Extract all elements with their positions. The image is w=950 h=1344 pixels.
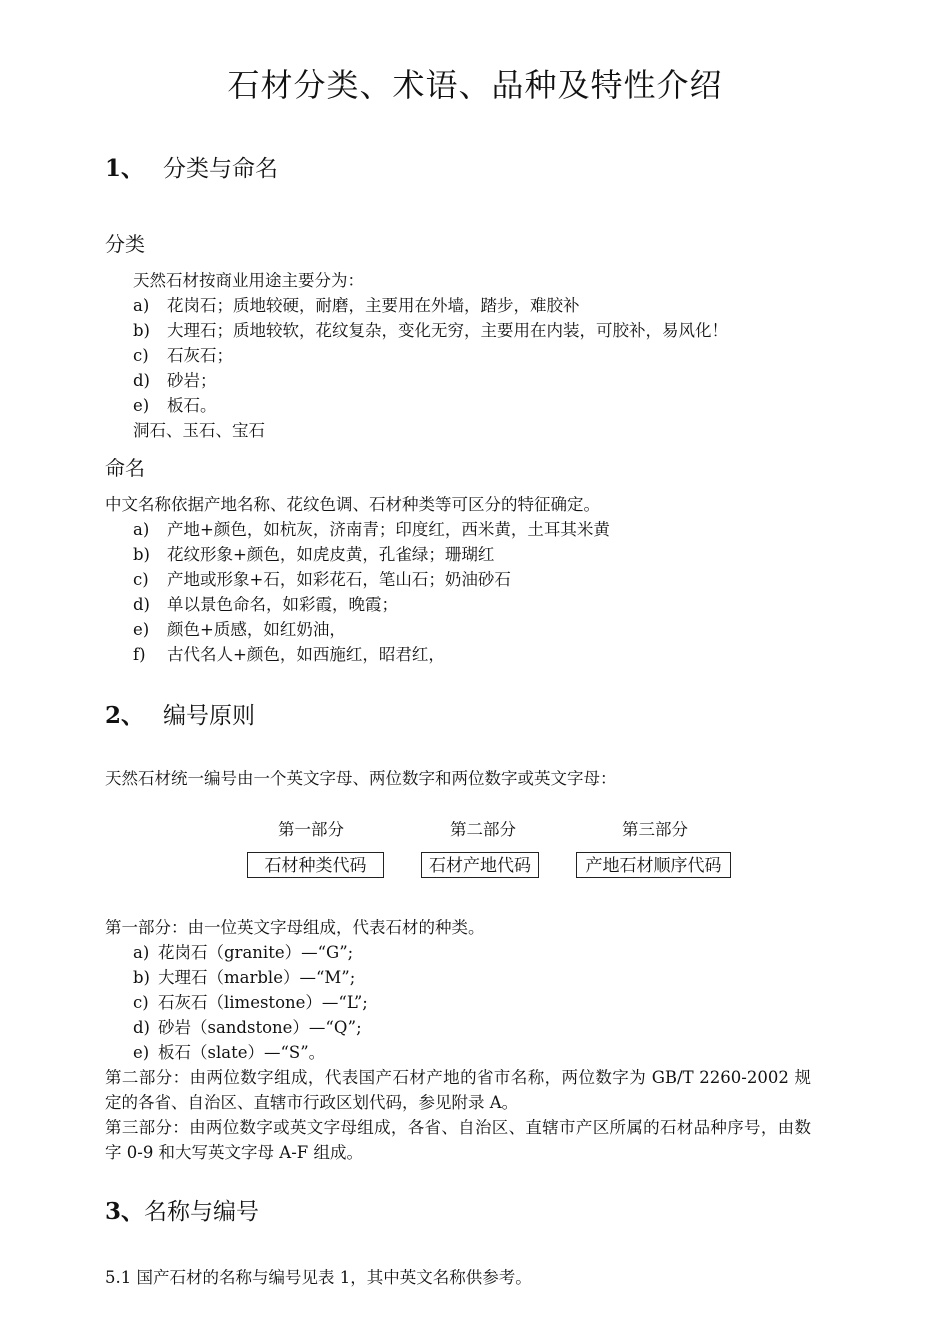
part-2-description: 第二部分：由两位数字组成，代表国产石材产地的省市名称，两位数字为 GB/T 2260-2002 规定的各省、自治区、直辖市行政区划代码，参见附录 A。	[105, 1068, 811, 1112]
type-code-list	[133, 940, 368, 1065]
classify-heading: 分类	[105, 232, 145, 256]
list-item: a) 花岗石；质地较硬，耐磨，主要用在外墙，踏步，难胶补	[133, 296, 580, 315]
list-item: c) 石灰石（limestone）—“L”;	[133, 993, 368, 1012]
section-2-heading	[105, 697, 255, 730]
part-1-box: 石材种类代码	[247, 852, 384, 878]
list-item: b) 花纹形象+颜色，如虎皮黄，孔雀绿；珊瑚红	[133, 545, 495, 564]
list-item: e) 板石（slate）—“S”。	[133, 1043, 326, 1062]
list-item: d) 砂岩；	[133, 371, 217, 390]
section-2-title: 编号原则	[163, 703, 255, 729]
naming-heading: 命名	[105, 456, 145, 480]
part-2-box: 石材产地代码	[421, 852, 539, 878]
naming-intro: 中文名称依据产地名称、花纹色调、石材种类等可区分的特征确定。	[105, 495, 600, 514]
part-3-description: 第三部分：由两位数字或英文字母组成，各省、自治区、直辖市产区所属的石材品种序号，由数字 0-9 和大写英文字母 A-F 组成。	[105, 1118, 811, 1162]
section-1-title: 分类与命名	[163, 156, 278, 182]
list-item: f) 古代名人+颜色，如西施红，昭君红，	[133, 645, 445, 664]
list-item: d) 砂岩（sandstone）—“Q”;	[133, 1018, 362, 1037]
naming-list	[133, 517, 610, 667]
list-item: c) 产地或形象+石，如彩花石，笔山石；奶油砂石	[133, 570, 511, 589]
section-3-number: 3、	[105, 1198, 145, 1225]
list-item: e) 板石。	[133, 396, 217, 415]
part-2-label: 第二部分	[450, 820, 516, 839]
list-item: c) 石灰石；	[133, 346, 233, 365]
section-3-text: 5.1 国产石材的名称与编号见表 1，其中英文名称供参考。	[105, 1268, 532, 1287]
list-item: a) 产地+颜色，如杭灰，济南青；印度红，西米黄，土耳其米黄	[133, 520, 610, 539]
part-3-box: 产地石材顺序代码	[576, 852, 731, 878]
list-item: b) 大理石；质地较软，花纹复杂，变化无穷，主要用在内装，可胶补，易风化！	[133, 321, 728, 340]
section-1-heading	[105, 150, 278, 183]
part-1-description: 第一部分：由一位英文字母组成，代表石材的种类。	[105, 918, 485, 937]
coding-intro: 天然石材统一编号由一个英文字母、两位数字和两位数字或英文字母：	[105, 769, 617, 788]
section-1-number: 1、	[105, 155, 145, 182]
part-1-label: 第一部分	[278, 820, 344, 839]
page-title: 石材分类、术语、品种及特性介绍	[227, 66, 723, 104]
list-item: d) 单以景色命名，如彩霞，晚霞；	[133, 595, 398, 614]
list-item: b) 大理石（marble）—“M”;	[133, 968, 356, 987]
list-item: 洞石、玉石、宝石	[133, 421, 265, 440]
section-2-number: 2、	[105, 702, 145, 729]
section-3-title: 名称与编号	[144, 1199, 260, 1225]
classify-intro: 天然石材按商业用途主要分为：	[133, 271, 364, 290]
list-item: e) 颜色+质感，如红奶油，	[133, 620, 346, 639]
list-item: a) 花岗石（granite）—“G”;	[133, 943, 354, 962]
section-3-heading	[105, 1193, 259, 1226]
part-3-label: 第三部分	[622, 820, 688, 839]
classify-list	[133, 293, 728, 443]
